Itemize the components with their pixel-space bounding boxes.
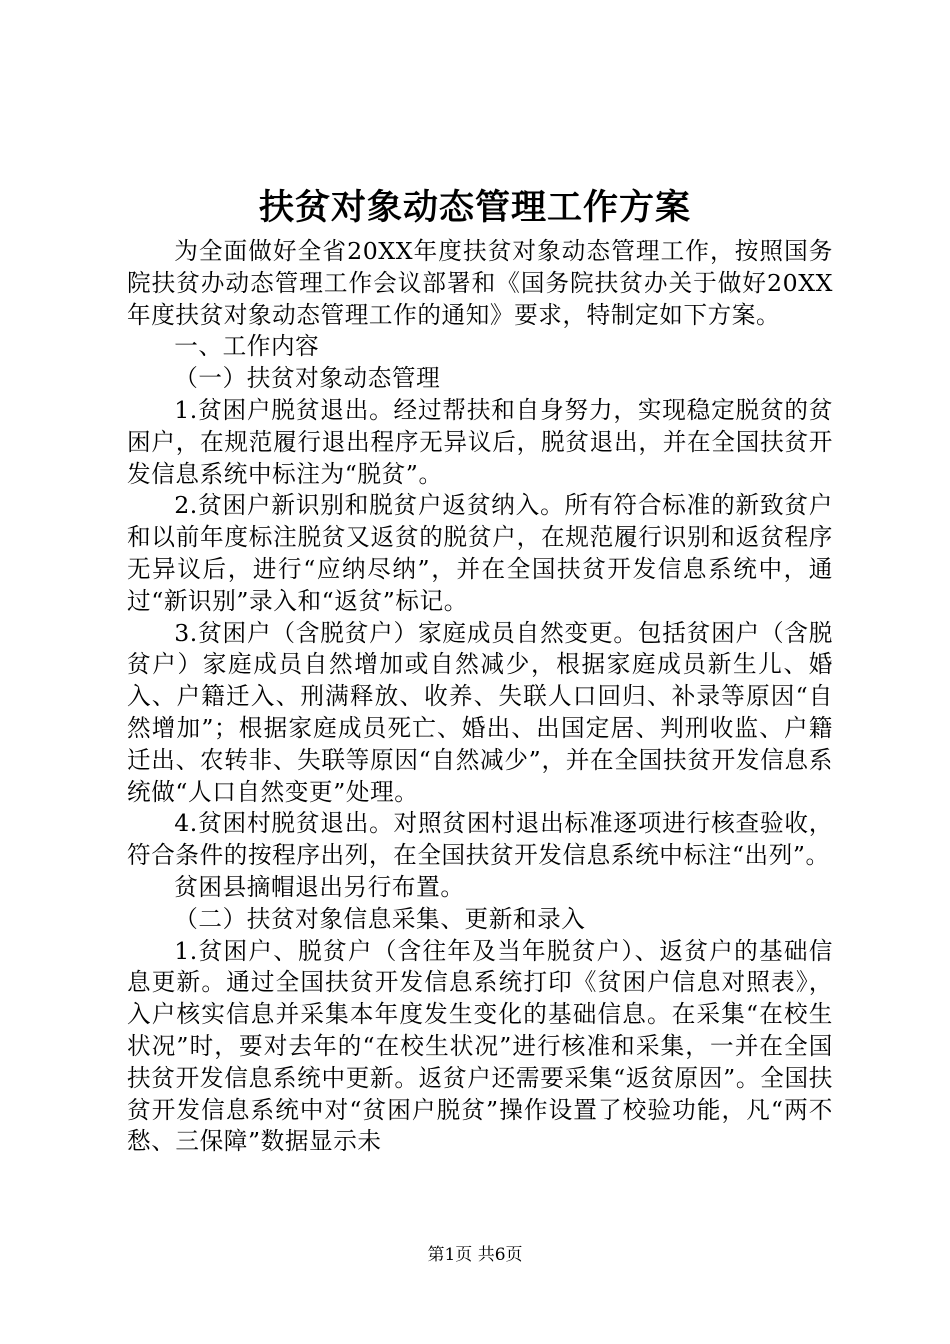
paragraph-item-2: 2.贫困户新识别和脱贫户返贫纳入。所有符合标准的新致贫户和以前年度标注脱贫又返贫的脱贫户，在规范履行识别和返贫程序无异议后，进行“应纳尽纳”，并在全国扶贫开发信息系统中，通过“新识别”录入和“返贫”标记。 — [127, 491, 833, 615]
document-body — [127, 236, 833, 1158]
section-heading-work-content: 一、工作内容 — [174, 332, 320, 361]
paragraph-item-4: 4.贫困村脱贫退出。对照贫困村退出标准逐项进行核查验收，符合条件的按程序出列，在全国扶贫开发信息系统中标注“出列”。 — [127, 809, 833, 870]
subsection-heading-dynamic-management: （一）扶贫对象动态管理 — [174, 364, 441, 393]
paragraph-item-1: 1.贫困户脱贫退出。经过帮扶和自身努力，实现稳定脱贫的贫困户，在规范履行退出程序无异议后，脱贫退出，并在全国扶贫开发信息系统中标注为“脱贫”。 — [127, 395, 833, 488]
paragraph-county-note: 贫困县摘帽退出另行布置。 — [174, 872, 465, 901]
paragraph-info-item-1: 1.贫困户、脱贫户（含往年及当年脱贫户）、返贫户的基础信息更新。通过全国扶贫开发信息系统打印《贫困户信息对照表》，入户核实信息并采集本年度发生变化的基础信息。在采集“在校生状况”时，要对去年的“在校生状况”进行核准和采集，一并在全国扶贫开发信息系统中更新。返贫户还需要采集“返贫原因”。全国扶贫开发信息系统中对“贫困户脱贫”操作设置了校验功能，凡“两不愁、三保障”数据显示未 — [127, 936, 833, 1156]
document-title: 扶贫对象动态管理工作方案 — [258, 187, 691, 228]
paragraph-intro: 为全面做好全省20XX年度扶贫对象动态管理工作，按照国务院扶贫办动态管理工作会议部署和《国务院扶贫办关于做好20XX年度扶贫对象动态管理工作的通知》要求，特制定如下方案。 — [127, 237, 833, 329]
page-footer: 第1页 共6页 — [427, 1245, 523, 1265]
subsection-heading-info-collection: （二）扶贫对象信息采集、更新和录入 — [174, 904, 586, 933]
paragraph-item-3: 3.贫困户（含脱贫户）家庭成员自然变更。包括贫困户（含脱贫户）家庭成员自然增加或自然减少，根据家庭成员新生儿、婚入、户籍迁入、刑满释放、收养、失联人口回归、补录等原因“自然增加”；根据家庭成员死亡、婚出、出国定居、判刑收监、户籍迁出、农转非、失联等原因“自然减少”，并在全国扶贫开发信息系统做“人口自然变更”处理。 — [127, 618, 833, 806]
